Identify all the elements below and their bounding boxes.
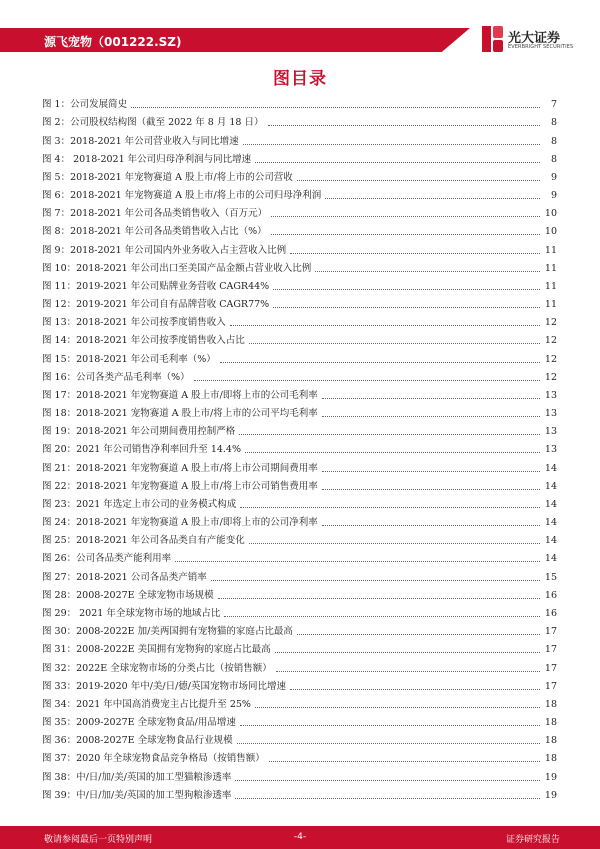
toc-entry-page: 14 bbox=[544, 553, 557, 565]
toc-leader-dots bbox=[322, 489, 540, 490]
toc-entry-page: 9 bbox=[550, 171, 557, 183]
toc-entry-label: 图 31：2008-2022E 美国拥有宠物狗的家庭占比最高 bbox=[42, 644, 271, 656]
toc-entry-label: 图 14：2018-2021 年公司按季度销售收入占比 bbox=[42, 335, 245, 347]
footer-disclaimer: 敬请参阅最后一页特别声明 bbox=[44, 835, 153, 845]
toc-entry-page: 17 bbox=[544, 644, 557, 656]
toc-entry-page: 11 bbox=[544, 244, 557, 256]
toc-entry-label: 图 23：2021 年选定上市公司的业务模式构成 bbox=[42, 498, 237, 510]
toc-entry-label: 图 4： 2018-2021 年公司归母净利润与同比增速 bbox=[42, 153, 252, 165]
toc-leader-dots bbox=[275, 652, 540, 653]
toc-entry-page: 12 bbox=[544, 353, 557, 365]
toc-entry-page: 9 bbox=[550, 190, 557, 202]
toc-entry-page: 13 bbox=[544, 389, 557, 401]
toc-leader-dots bbox=[218, 598, 540, 599]
toc-entry-label: 图 21：2018-2021 年宠物赛道 A 股上市/将上市公司期间费用率 bbox=[42, 462, 318, 474]
toc-entry[interactable] bbox=[42, 547, 557, 565]
toc-entry[interactable] bbox=[42, 220, 557, 238]
toc-entry[interactable] bbox=[42, 111, 557, 129]
toc-entry[interactable] bbox=[42, 511, 557, 529]
toc-entry-label: 图 38：中/日/加/美/英国的加工型猫粮渗透率 bbox=[42, 771, 232, 783]
toc-leader-dots bbox=[224, 616, 540, 617]
toc-leader-dots bbox=[322, 471, 540, 472]
page-number: -4- bbox=[293, 832, 307, 842]
toc-entry-page: 14 bbox=[544, 480, 557, 492]
toc-entry-page: 14 bbox=[544, 498, 557, 510]
toc-leader-dots bbox=[235, 780, 540, 781]
toc-entry-label: 图 8：2018-2021 年公司各品类销售收入占比（%） bbox=[42, 226, 267, 238]
toc-entry[interactable] bbox=[42, 329, 557, 347]
toc-leader-dots bbox=[194, 380, 540, 381]
toc-entry-page: 10 bbox=[544, 226, 557, 238]
toc-entry-page: 11 bbox=[544, 280, 557, 292]
toc-entry-label: 图 1：公司发展简史 bbox=[42, 99, 128, 111]
toc-leader-dots bbox=[276, 671, 540, 672]
toc-entry[interactable] bbox=[42, 675, 557, 693]
toc-entry-page: 10 bbox=[544, 208, 557, 220]
toc-leader-dots bbox=[175, 561, 540, 562]
toc-entry-label: 图 33：2019-2020 年中/美/日/德/英国宠物市场同比增速 bbox=[42, 680, 286, 692]
toc-entry[interactable] bbox=[42, 347, 557, 365]
toc-entry-page: 7 bbox=[550, 99, 557, 111]
brand-subtitle: EVERBRIGHT SECURITIES bbox=[508, 44, 574, 50]
toc-entry-page: 12 bbox=[544, 335, 557, 347]
toc-entry-label: 图 29： 2021 年全球宠物市场的地域占比 bbox=[42, 607, 221, 619]
toc-entry-page: 18 bbox=[544, 735, 557, 747]
toc-entry-page: 11 bbox=[544, 262, 557, 274]
toc-entry[interactable] bbox=[42, 275, 557, 293]
toc-entry[interactable] bbox=[42, 293, 557, 311]
toc-entry-label: 图 13：2018-2021 年公司按季度销售收入 bbox=[42, 317, 226, 329]
toc-entry[interactable] bbox=[42, 784, 557, 802]
table-of-figures bbox=[42, 93, 557, 802]
toc-leader-dots bbox=[325, 198, 540, 199]
toc-entry[interactable] bbox=[42, 384, 557, 402]
toc-entry[interactable] bbox=[42, 729, 557, 747]
toc-leader-dots bbox=[271, 234, 540, 235]
toc-leader-dots bbox=[290, 689, 540, 690]
toc-entry-page: 13 bbox=[544, 426, 557, 438]
toc-leader-dots bbox=[322, 525, 540, 526]
toc-entry-page: 17 bbox=[544, 626, 557, 638]
toc-leader-dots bbox=[249, 543, 540, 544]
toc-entry-label: 图 20：2021 年公司销售净利率回升至 14.4% bbox=[42, 444, 242, 456]
toc-entry-label: 图 19：2018-2021 年公司期间费用控制严格 bbox=[42, 426, 236, 438]
toc-entry-label: 图 32：2022E 全球宠物市场的分类占比（按销售额） bbox=[42, 662, 272, 674]
toc-entry[interactable] bbox=[42, 765, 557, 783]
toc-leader-dots bbox=[322, 416, 540, 417]
toc-leader-dots bbox=[268, 125, 541, 126]
toc-entry[interactable] bbox=[42, 620, 557, 638]
toc-entry-label: 图 25：2018-2021 年公司各品类自有产能变化 bbox=[42, 535, 245, 547]
toc-entry-page: 12 bbox=[544, 371, 557, 383]
toc-entry-label: 图 2：公司股权结构图（截至 2022 年 8 月 18 日） bbox=[42, 117, 264, 129]
toc-entry-label: 图 18：2018-2021 宠物赛道 A 股上市/将上市的公司平均毛利率 bbox=[42, 408, 318, 420]
toc-entry-label: 图 39：中/日/加/美/英国的加工型狗粮渗透率 bbox=[42, 789, 232, 801]
toc-leader-dots bbox=[271, 216, 540, 217]
toc-entry-label: 图 16：公司各类产品毛利率（%） bbox=[42, 371, 190, 383]
toc-entry[interactable] bbox=[42, 493, 557, 511]
toc-entry[interactable] bbox=[42, 93, 557, 111]
toc-entry-label: 图 6：2018-2021 年宠物赛道 A 股上市/将上市的公司归母净利润 bbox=[42, 190, 322, 202]
toc-entry-label: 图 36：2008-2027E 全球宠物食品行业规模 bbox=[42, 735, 233, 747]
toc-entry-page: 16 bbox=[544, 607, 557, 619]
everbright-logo-icon bbox=[482, 26, 504, 52]
toc-entry[interactable] bbox=[42, 638, 557, 656]
toc-entry[interactable] bbox=[42, 129, 557, 147]
toc-entry[interactable] bbox=[42, 475, 557, 493]
brand-name: 光大证券 bbox=[508, 31, 561, 46]
toc-entry[interactable] bbox=[42, 711, 557, 729]
toc-entry-page: 8 bbox=[550, 135, 557, 147]
toc-entry[interactable] bbox=[42, 565, 557, 583]
toc-entry-label: 图 5：2018-2021 年宠物赛道 A 股上市/将上市的公司营收 bbox=[42, 171, 293, 183]
toc-leader-dots bbox=[273, 289, 540, 290]
toc-leader-dots bbox=[255, 162, 540, 163]
toc-entry-page: 8 bbox=[550, 153, 557, 165]
toc-entry[interactable] bbox=[42, 166, 557, 184]
toc-entry-label: 图 9：2018-2021 年公司国内外业务收入占主营收入比例 bbox=[42, 244, 287, 256]
toc-entry-label: 图 35：2009-2027E 全球宠物食品/用品增速 bbox=[42, 717, 236, 729]
toc-entry-label: 图 28：2008-2027E 全球宠物市场规模 bbox=[42, 589, 214, 601]
toc-leader-dots bbox=[315, 271, 540, 272]
toc-entry-label: 图 12：2019-2021 年公司自有品牌营收 CAGR77% bbox=[42, 299, 270, 311]
toc-entry-label: 图 3：2018-2021 年公司营业收入与同比增速 bbox=[42, 135, 239, 147]
toc-leader-dots bbox=[243, 144, 540, 145]
toc-entry-label: 图 7：2018-2021 年公司各品类销售收入（百万元） bbox=[42, 208, 268, 220]
toc-entry-page: 17 bbox=[544, 680, 557, 692]
toc-leader-dots bbox=[239, 434, 540, 435]
toc-leader-dots bbox=[211, 580, 540, 581]
toc-entry[interactable] bbox=[42, 311, 557, 329]
page-title: 图目录 bbox=[273, 69, 327, 89]
toc-entry[interactable] bbox=[42, 257, 557, 275]
toc-entry[interactable] bbox=[42, 366, 557, 384]
toc-entry-label: 图 11：2019-2021 年公司贴牌业务营收 CAGR44% bbox=[42, 280, 270, 292]
toc-entry[interactable] bbox=[42, 529, 557, 547]
toc-leader-dots bbox=[237, 743, 540, 744]
toc-entry-page: 18 bbox=[544, 753, 557, 765]
toc-leader-dots bbox=[230, 325, 540, 326]
toc-entry-page: 14 bbox=[544, 517, 557, 529]
toc-entry-label: 图 30：2008-2022E 加/美两国拥有宠物猫的家庭占比最高 bbox=[42, 626, 293, 638]
toc-entry-page: 18 bbox=[544, 698, 557, 710]
toc-leader-dots bbox=[269, 761, 540, 762]
toc-leader-dots bbox=[235, 798, 540, 799]
toc-leader-dots bbox=[249, 343, 540, 344]
toc-entry-page: 12 bbox=[544, 317, 557, 329]
toc-entry[interactable] bbox=[42, 456, 557, 474]
toc-entry[interactable] bbox=[42, 602, 557, 620]
toc-entry-label: 图 17：2018-2021 年宠物赛道 A 股上市/即将上市的公司毛利率 bbox=[42, 389, 318, 401]
toc-entry-page: 13 bbox=[544, 444, 557, 456]
toc-entry-label: 图 15：2018-2021 年公司毛利率（%） bbox=[42, 353, 216, 365]
toc-entry[interactable] bbox=[42, 238, 557, 256]
toc-leader-dots bbox=[240, 725, 540, 726]
toc-entry-label: 图 34：2021 年中国高消费宠主占比提升至 25% bbox=[42, 698, 251, 710]
toc-leader-dots bbox=[297, 180, 540, 181]
toc-entry[interactable] bbox=[42, 693, 557, 711]
toc-entry-page: 8 bbox=[550, 117, 557, 129]
toc-entry-page: 13 bbox=[544, 408, 557, 420]
toc-entry-page: 14 bbox=[544, 462, 557, 474]
toc-entry[interactable] bbox=[42, 656, 557, 674]
toc-entry-label: 图 27：2018-2021 公司各品类产销率 bbox=[42, 571, 207, 583]
toc-entry[interactable] bbox=[42, 402, 557, 420]
toc-entry-label: 图 22：2018-2021 年宠物赛道 A 股上市/将上市公司销售费用率 bbox=[42, 480, 318, 492]
toc-entry-page: 18 bbox=[544, 717, 557, 729]
toc-entry-page: 14 bbox=[544, 535, 557, 547]
toc-entry-page: 19 bbox=[544, 789, 557, 801]
toc-entry-page: 15 bbox=[544, 571, 557, 583]
toc-leader-dots bbox=[273, 307, 540, 308]
toc-entry-page: 11 bbox=[544, 299, 557, 311]
toc-entry[interactable] bbox=[42, 202, 557, 220]
toc-leader-dots bbox=[290, 253, 540, 254]
toc-entry[interactable] bbox=[42, 584, 557, 602]
toc-entry-page: 19 bbox=[544, 771, 557, 783]
toc-entry[interactable] bbox=[42, 747, 557, 765]
toc-leader-dots bbox=[240, 507, 540, 508]
toc-leader-dots bbox=[297, 634, 540, 635]
toc-leader-dots bbox=[255, 707, 540, 708]
toc-leader-dots bbox=[131, 107, 540, 108]
toc-entry-page: 17 bbox=[544, 662, 557, 674]
toc-entry-page: 16 bbox=[544, 589, 557, 601]
toc-entry-label: 图 26：公司各品类产能利用率 bbox=[42, 553, 172, 565]
toc-entry-label: 图 10：2018-2021 年公司出口至美国产品金额占营业收入比例 bbox=[42, 262, 312, 274]
toc-entry-label: 图 24：2018-2021 年宠物赛道 A 股上市/即将上市的公司净利率 bbox=[42, 517, 318, 529]
toc-leader-dots bbox=[245, 452, 540, 453]
toc-entry-label: 图 37：2020 年全球宠物食品竞争格局（按销售额） bbox=[42, 753, 265, 765]
toc-entry[interactable] bbox=[42, 184, 557, 202]
toc-entry[interactable] bbox=[42, 438, 557, 456]
toc-leader-dots bbox=[322, 398, 540, 399]
brand-logo bbox=[482, 24, 592, 56]
company-ticker: 源飞宠物（001222.SZ) bbox=[44, 35, 182, 49]
footer-report-type: 证券研究报告 bbox=[505, 835, 560, 845]
toc-leader-dots bbox=[220, 362, 540, 363]
toc-entry[interactable] bbox=[42, 420, 557, 438]
toc-entry[interactable] bbox=[42, 148, 557, 166]
